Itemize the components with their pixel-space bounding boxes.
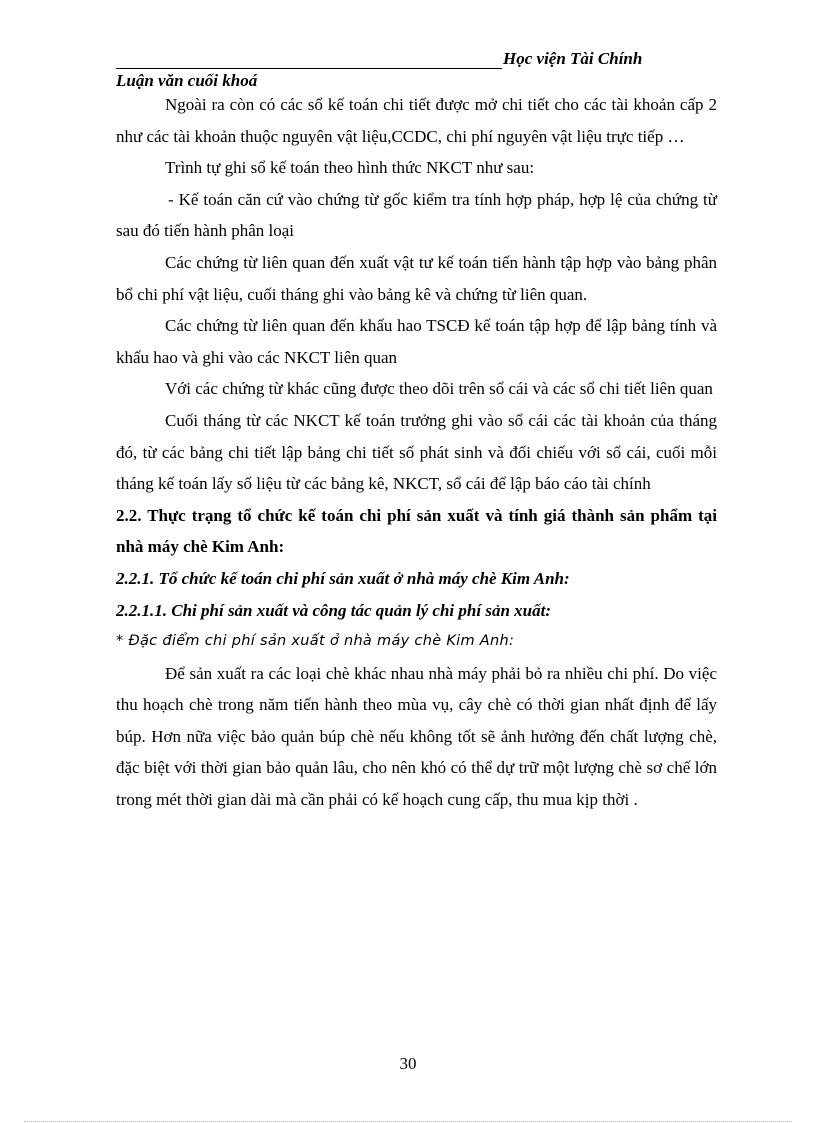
section-heading-2-2-1-1: 2.2.1.1. Chi phí sản xuất và công tác quản lý chi phí sản xuất: [116, 600, 551, 620]
section-heading-2-2-1: 2.2.1. Tổ chức kế toán chi phí sản xuất ở nhà máy chè Kim Anh: [116, 568, 570, 588]
paragraph-procedure-intro: Trình tự ghi sổ kế toán theo hình thức NKCT như sau: [165, 158, 535, 178]
paragraph-ledgers: Ngoài ra còn có các sổ kế toán chi tiết được mở chi tiết cho các tài khoản cấp 2 như các tài khoản thuộc nguyên vật liệu,CCDC, chi phí nguyên vật liệu trực tiếp … [116, 95, 717, 146]
paragraph-production-costs: Để sản xuất ra các loại chè khác nhau nhà máy phải bỏ ra nhiều chi phí. Do việc thu hoạch chè trong năm tiến hành theo mùa vụ, cây chè có thời gian nhất định để lấy búp. Hơn nữa việc bảo quản búp chè nếu không tốt sẽ ảnh hưởng đến chất lượng chè, đặc biệt với thời gian bảo quản lâu, cho nên khó có thể dự trữ một lượng chè sơ chế lớn trong mét thời gian dài mà cần phải có kế hoạch cung cấp, thu mua kịp thời . [116, 663, 717, 810]
note-cost-characteristics: * Đặc điểm chi phí sản xuất ở nhà máy chè Kim Anh: [116, 633, 515, 650]
paragraph-month-end: Cuối tháng từ các NKCT kế toán trưởng ghi vào sổ cái các tài khoản của tháng đó, từ các bảng chi tiết lập bảng chi tiết số phát sinh và đối chiếu với sổ cái, cuối mỗi tháng kế toán lấy số liệu từ các bảng kê, NKCT, sổ cái để lập báo cáo tài chính [116, 410, 717, 494]
header-institution: Học viện Tài Chính [503, 49, 643, 68]
header-rule [116, 68, 502, 69]
section-heading-2-2: 2.2. Thực trạng tổ chức kế toán chi phí sản xuất và tính giá thành sản phẩm tại nhà máy chè Kim Anh: [116, 505, 717, 557]
header-document-type: Luận văn cuối khoá [116, 71, 258, 90]
page-body [116, 89, 717, 816]
paragraph-other-vouchers: Với các chứng từ khác cũng được theo dõi trên sổ cái và các sổ chi tiết liên quan [165, 379, 713, 399]
page-bottom-border [24, 1121, 792, 1122]
paragraph-step-verify: - Kế toán căn cứ vào chứng từ gốc kiểm tra tính hợp pháp, hợp lệ của chứng từ sau đó tiến hành phân loại [116, 189, 717, 241]
paragraph-materials: Các chứng từ liên quan đến xuất vật tư kế toán tiến hành tập hợp vào bảng phân bổ chi phí vật liệu, cuối tháng ghi vào bảng kê và chứng từ liên quan. [116, 252, 717, 304]
paragraph-depreciation: Các chứng từ liên quan đến khấu hao TSCĐ kế toán tập hợp để lập bảng tính và khấu hao và ghi vào các NKCT liên quan [116, 316, 717, 367]
page-number: 30 [399, 1054, 417, 1073]
